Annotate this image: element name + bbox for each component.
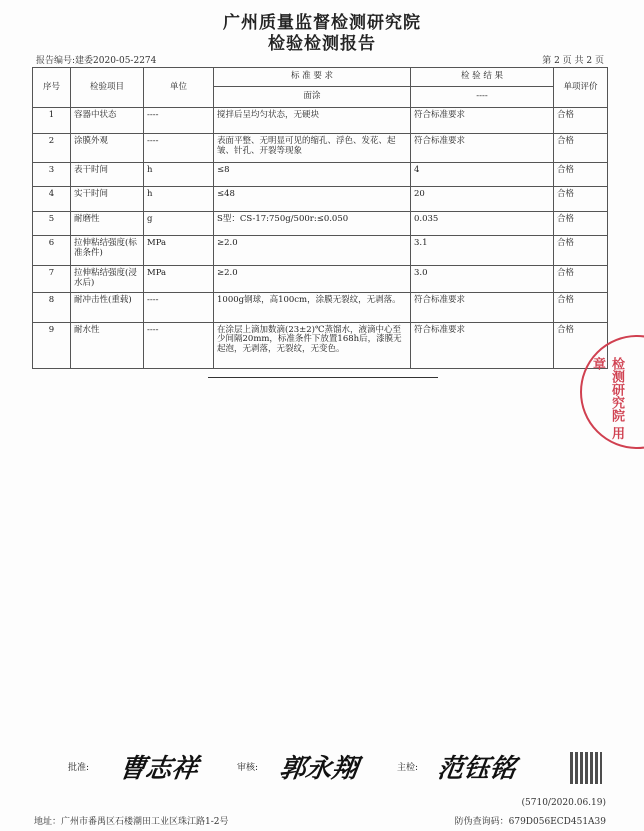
table-row [33, 212, 608, 236]
cell-no: 7 [33, 266, 71, 293]
cell-item: 拉伸粘结强度(浸水后) [71, 266, 144, 293]
cell-item: 实干时间 [71, 187, 144, 212]
cell-requirement: 搅拌后呈均匀状态，无硬块 [214, 108, 411, 134]
inspector-label: 主检: [397, 763, 419, 773]
cell-requirement: 1000g钢球，高100cm，涂膜无裂纹，无剥落。 [214, 292, 411, 322]
cell-unit: g [144, 212, 214, 236]
cell-item: 耐冲击性(重载) [71, 292, 144, 322]
table-row [33, 108, 608, 134]
header-requirement-sub: 面涂 [214, 87, 411, 108]
review-label: 审核: [237, 763, 259, 773]
cell-requirement: S型：CS-17:750g/500r:≤0.050 [214, 212, 411, 236]
header-item: 检验项目 [71, 68, 144, 108]
table-row [33, 187, 608, 212]
header-unit: 单位 [144, 68, 214, 108]
cell-no: 2 [33, 134, 71, 163]
cell-unit: ---- [144, 322, 214, 368]
cell-no: 6 [33, 236, 71, 266]
cell-unit: ---- [144, 292, 214, 322]
anti-fake-code: 防伪查询码：679D056ECD451A39 [454, 817, 606, 827]
cell-unit: h [144, 187, 214, 212]
institute-name: 广州质量监督检测研究院 [223, 13, 421, 33]
cell-evaluation: 合格 [554, 108, 608, 134]
cell-requirement: ≤8 [214, 163, 411, 187]
table-row [33, 134, 608, 163]
page-info: 第 2 页 共 2 页 [542, 56, 604, 66]
cell-no: 8 [33, 292, 71, 322]
cell-item: 涂膜外观 [71, 134, 144, 163]
header-evaluation: 单项评价 [554, 68, 608, 108]
cell-unit: ---- [144, 134, 214, 163]
report-title: 检验检测报告 [268, 34, 376, 54]
cell-evaluation: 合格 [554, 134, 608, 163]
cell-requirement: 表面平整、无明显可见的缩孔、浮色、发花、起皱、针孔、开裂等现象 [214, 134, 411, 163]
table-row [33, 322, 608, 368]
cell-requirement: 在涂层上滴加数滴(23±2)℃蒸馏水，液滴中心至少间隔20mm，标准条件下放置168h后，漆膜无起泡，无剥落，无裂纹，无变色。 [214, 322, 411, 368]
cell-evaluation: 合格 [554, 322, 608, 368]
table-row [33, 163, 608, 187]
cell-result: 3.1 [411, 236, 554, 266]
cell-requirement: ≥2.0 [214, 266, 411, 293]
approve-signature: 曹志祥 [117, 754, 200, 784]
header-requirement: 标 准 要 求 [214, 68, 411, 87]
table-row [33, 292, 608, 322]
header-result-sub: ---- [411, 87, 554, 108]
cell-evaluation: 合格 [554, 163, 608, 187]
cell-unit: MPa [144, 266, 214, 293]
cell-result: 符合标准要求 [411, 108, 554, 134]
cell-evaluation: 合格 [554, 187, 608, 212]
cell-item: 容器中状态 [71, 108, 144, 134]
official-stamp: 检测研究院 用章 [580, 335, 644, 449]
cell-no: 3 [33, 163, 71, 187]
cell-evaluation: 合格 [554, 266, 608, 293]
qr-code [570, 752, 602, 784]
cell-result: 符合标准要求 [411, 292, 554, 322]
inspector-signature: 范钰铭 [435, 754, 518, 784]
cell-item: 耐水性 [71, 322, 144, 368]
cell-unit: MPa [144, 236, 214, 266]
cell-result: 20 [411, 187, 554, 212]
cell-result: 4 [411, 163, 554, 187]
end-divider [208, 377, 438, 378]
report-number: 报告编号:建委2020-05-2274 [36, 56, 157, 66]
table-row [33, 266, 608, 293]
cell-item: 耐磨性 [71, 212, 144, 236]
cell-item: 表干时间 [71, 163, 144, 187]
cell-result: 3.0 [411, 266, 554, 293]
approve-label: 批准: [68, 763, 90, 773]
header-no: 序号 [33, 68, 71, 108]
cell-requirement: ≥2.0 [214, 236, 411, 266]
review-signature: 郭永翔 [277, 754, 360, 784]
cell-unit: ---- [144, 108, 214, 134]
cell-result: 符合标准要求 [411, 322, 554, 368]
cell-evaluation: 合格 [554, 212, 608, 236]
cell-no: 4 [33, 187, 71, 212]
cell-evaluation: 合格 [554, 236, 608, 266]
cell-evaluation: 合格 [554, 292, 608, 322]
results-table [32, 67, 608, 369]
cell-no: 9 [33, 322, 71, 368]
cell-unit: h [144, 163, 214, 187]
cell-item: 拉伸粘结强度(标准条件) [71, 236, 144, 266]
cell-no: 1 [33, 108, 71, 134]
header-result: 检 验 结 果 [411, 68, 554, 87]
report-code: (5710/2020.06.19) [521, 798, 606, 808]
cell-result: 0.035 [411, 212, 554, 236]
address: 地址：广州市番禺区石楼潮田工业区珠江路1-2号 [34, 817, 229, 827]
cell-no: 5 [33, 212, 71, 236]
cell-result: 符合标准要求 [411, 134, 554, 163]
cell-requirement: ≤48 [214, 187, 411, 212]
table-row [33, 236, 608, 266]
